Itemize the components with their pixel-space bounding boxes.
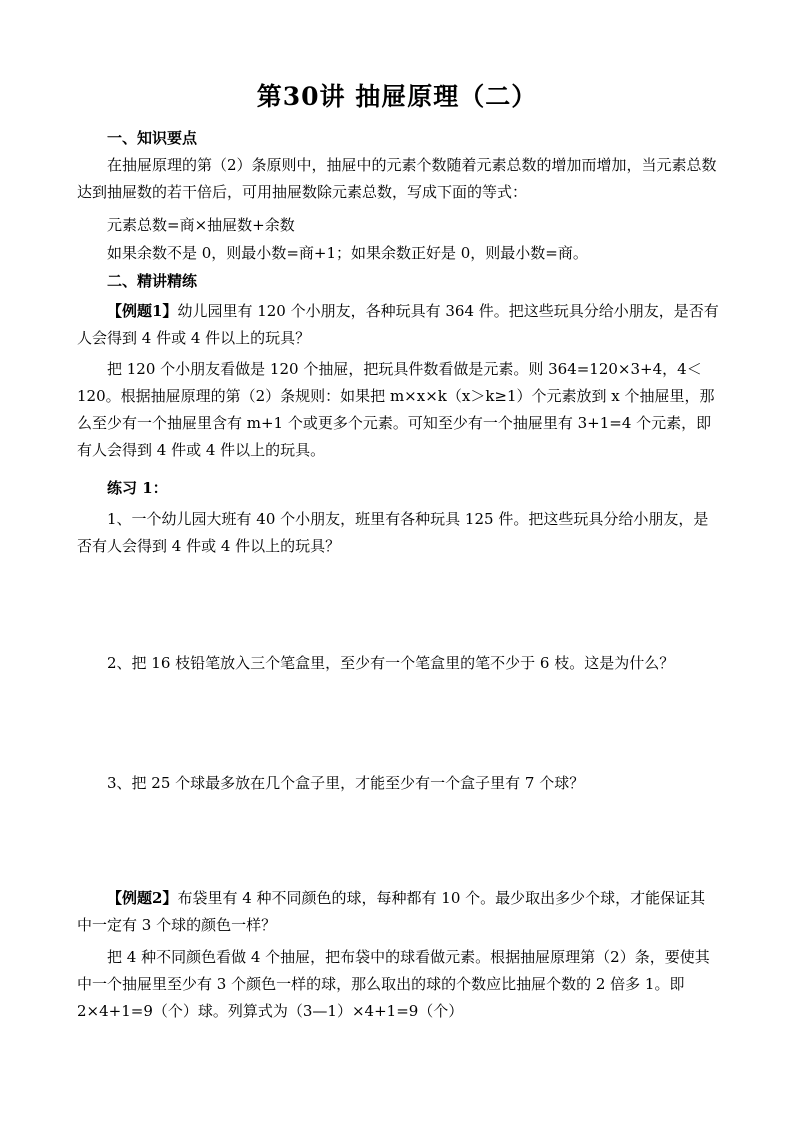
example1-question bbox=[77, 298, 719, 352]
rule-line: 如果余数不是 0，则最小数=商+1；如果余数正好是 0，则最小数=商。 bbox=[107, 244, 588, 262]
section-heading-practice: 二、精讲精练 bbox=[107, 272, 198, 290]
practice1-question-3: 3、把 25 个球最多放在几个盒子里，才能至少有一个盒子里有 7 个球？ bbox=[107, 774, 585, 792]
example2-solution: 把 4 种不同颜色看做 4 个抽屉，把布袋中的球看做元素。根据抽屉原理第（2）条，要使其中一个抽屉里至少有 3 个颜色一样的球，那么取出的球的个数应比抽屉个数的 2 倍多 1。即 2×4+1=9（个）球。列算式为（3—1）×4+1=9（个） bbox=[77, 948, 710, 1020]
lesson-title: 第30讲 抽屉原理（二） bbox=[256, 82, 538, 111]
knowledge-paragraph: 在抽屉原理的第（2）条原则中，抽屉中的元素个数随着元素总数的增加而增加，当元素总数达到抽屉数的若干倍后，可用抽屉数除元素总数，写成下面的等式： bbox=[77, 156, 717, 201]
example2-question-text: 布袋里有 4 种不同颜色的球，每种都有 10 个。最少取出多少个球，才能保证其中一定有 3 个球的颜色一样？ bbox=[77, 889, 706, 934]
example1-solution: 把 120 个小朋友看做是 120 个抽屉，把玩具件数看做是元素。则 364=120×3+4，4＜120。根据抽屉原理的第（2）条规则：如果把 m×x×k（x＞k≥1）个元素放到 x 个抽屉里，那么至少有一个抽屉里含有 m+1 个或更多个元素。可知至少有一个抽屉里有 3+1=4 个元素，即有人会得到 4 件或 4 件以上的玩具。 bbox=[77, 360, 715, 459]
section-heading-knowledge: 一、知识要点 bbox=[107, 129, 198, 147]
example2-question bbox=[77, 885, 719, 939]
formula-line: 元素总数=商×抽屉数+余数 bbox=[107, 216, 295, 234]
example2-label: 【例题2】 bbox=[107, 889, 178, 907]
example1-label: 【例题1】 bbox=[107, 302, 178, 320]
practice1-heading: 练习 1： bbox=[107, 479, 168, 497]
practice1-question-1: 1、一个幼儿园大班有 40 个小朋友，班里有各种玩具 125 件。把这些玩具分给小朋友，是否有人会得到 4 件或 4 件以上的玩具？ bbox=[77, 510, 709, 555]
example1-question-text: 幼儿园里有 120 个小朋友，各种玩具有 364 件。把这些玩具分给小朋友，是否有人会得到 4 件或 4 件以上的玩具？ bbox=[77, 302, 719, 347]
practice1-question-2: 2、把 16 枝铅笔放入三个笔盒里，至少有一个笔盒里的笔不少于 6 枝。这是为什么？ bbox=[107, 654, 675, 672]
